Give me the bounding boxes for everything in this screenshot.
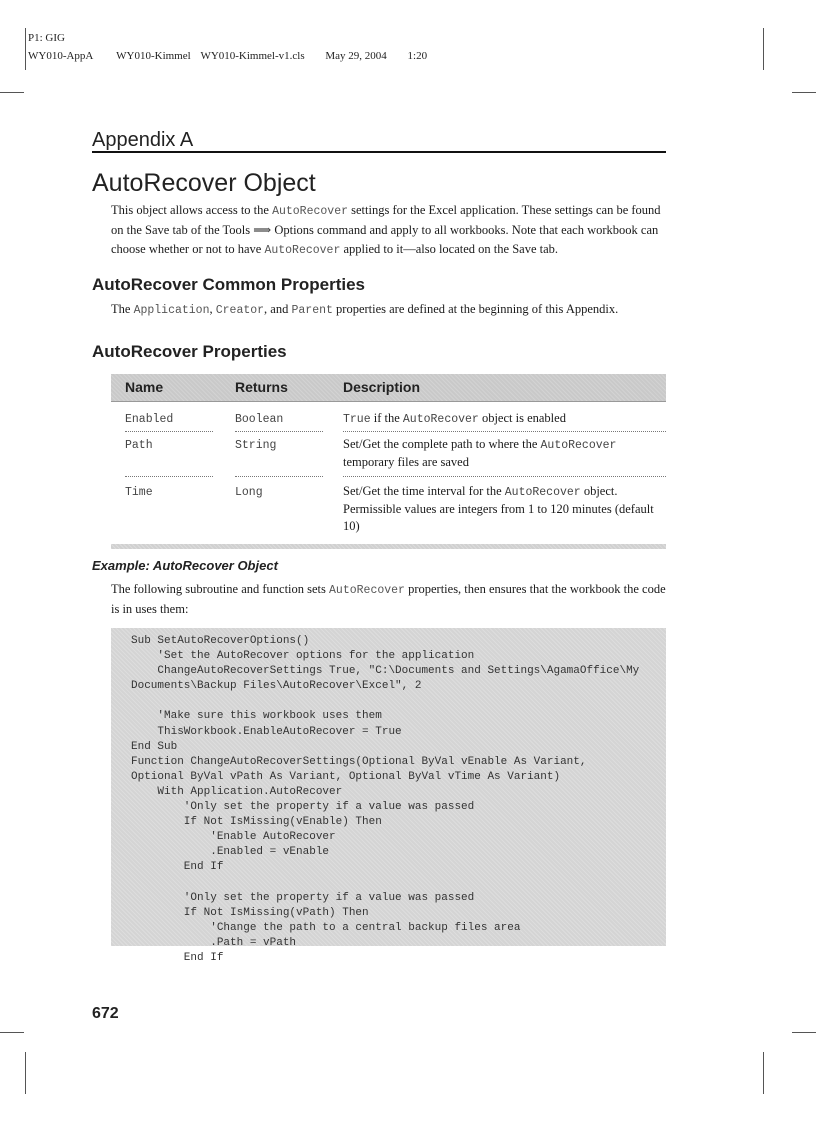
common-properties-heading: AutoRecover Common Properties xyxy=(92,275,365,294)
table-row xyxy=(111,473,666,541)
crop-mark-right-bottom xyxy=(792,1032,816,1033)
intro-paragraph xyxy=(111,201,671,260)
desc-text-end: object. Permissible values are integers from 1 to 120 minutes (default 10) xyxy=(343,484,654,533)
desc-code-autorecover: AutoRecover xyxy=(540,439,617,452)
table-bottom-rule xyxy=(111,544,666,549)
code-text: Sub SetAutoRecoverOptions() 'Set the AutoRecover options for the application ChangeAutoRecoverSettings True, "C:\Documents and Settings\AgamaOffice\My Documents\Backup Files\AutoRecover\Excel", 2 'Make sure this workbook uses them ThisWorkbook.EnableAutoRecover = True End Sub Function ChangeAutoRecoverSettings(Optional ByVal vEnable As Variant, Optional ByVal vPath As Variant, Optional ByVal vTime As Variant) With Application.AutoRecover 'Only set the property if a value was passed If Not IsMissing(vEnable) Then 'Enable AutoRecover .Enabled = vEnable End If 'Only set the property if a value was passed If Not IsMissing(vPath) Then 'Change the path to a central backup files area .Path = vPath End If xyxy=(131,635,640,964)
intro-code-autorecover-2: AutoRecover xyxy=(264,244,341,257)
common-text-2: properties are defined at the beginning of this Appendix. xyxy=(332,302,619,316)
property-returns: Long xyxy=(235,486,263,499)
crop-mark-right-top xyxy=(792,92,816,93)
header-class-file: WY010-Kimmel-v1.cls xyxy=(200,50,305,62)
table-row xyxy=(111,402,666,428)
intro-text-1: This object allows access to the xyxy=(111,203,273,217)
header-date: May 29, 2004 xyxy=(325,50,387,62)
crop-mark-bottom-left xyxy=(25,1052,26,1094)
desc-text-end: temporary files are saved xyxy=(343,455,469,469)
column-header-name: Name xyxy=(125,379,164,395)
code-creator: Creator xyxy=(215,304,265,317)
property-name: Time xyxy=(125,486,153,499)
desc-text: Set/Get the time interval for the xyxy=(343,484,505,498)
desc-text: Set/Get the complete path to where the xyxy=(343,437,541,451)
section-title: AutoRecover Object xyxy=(92,169,316,197)
desc-text-end: object is enabled xyxy=(478,411,566,425)
property-description xyxy=(343,483,663,535)
desc-code-autorecover: AutoRecover xyxy=(402,413,479,426)
crop-mark-left-top xyxy=(0,92,24,93)
property-returns: Boolean xyxy=(235,413,284,426)
appendix-title: Appendix A xyxy=(92,129,194,151)
example-heading: Example: AutoRecover Object xyxy=(92,558,278,573)
header-file-code: WY010-AppA xyxy=(28,50,94,62)
intro-text-3: Options command and apply to all workbooks. Note that each workbook can choose whether or not to have xyxy=(111,223,659,256)
column-header-returns: Returns xyxy=(235,379,288,395)
column-header-description: Description xyxy=(343,379,421,395)
appendix-rule xyxy=(92,151,666,153)
table-row xyxy=(111,428,666,473)
header-time: 1:20 xyxy=(407,50,428,62)
common-sep-2: , and xyxy=(264,302,292,316)
menu-arrow-icon: ⟹ xyxy=(253,223,272,237)
example-paragraph xyxy=(111,580,671,619)
crop-mark-top-left xyxy=(25,28,26,70)
table-header xyxy=(111,374,666,402)
common-properties-paragraph xyxy=(111,300,671,320)
print-header-line2 xyxy=(28,50,427,62)
print-header-line1: P1: GIG xyxy=(28,32,65,44)
property-name: Path xyxy=(125,439,153,452)
property-name: Enabled xyxy=(125,413,174,426)
intro-text-4: applied to it—also located on the Save tab. xyxy=(340,242,559,256)
intro-text-2: settings for the Excel application. These settings can be found on the Save tab of the Tools xyxy=(111,203,661,237)
page-number: 672 xyxy=(92,1005,119,1022)
properties-heading: AutoRecover Properties xyxy=(92,342,287,361)
properties-table xyxy=(111,374,666,541)
desc-code-autorecover: AutoRecover xyxy=(504,486,581,499)
property-returns: String xyxy=(235,439,277,452)
code-parent: Parent xyxy=(291,304,333,317)
property-description xyxy=(343,436,663,471)
desc-text: if the xyxy=(370,411,403,425)
common-sep-1: , xyxy=(209,302,216,316)
common-text-1: The xyxy=(111,302,134,316)
crop-mark-left-bottom xyxy=(0,1032,24,1033)
intro-code-autorecover: AutoRecover xyxy=(272,205,348,218)
example-text-2: properties, then ensures that the workbook the code is in uses them: xyxy=(111,582,666,616)
property-description xyxy=(343,410,663,428)
code-listing xyxy=(111,628,666,964)
code-application: Application xyxy=(133,304,210,317)
example-text-1: The following subroutine and function sets xyxy=(111,582,330,596)
example-code-autorecover: AutoRecover xyxy=(329,584,405,597)
crop-mark-bottom-right xyxy=(763,1052,764,1094)
header-author: WY010-Kimmel xyxy=(116,50,191,62)
crop-mark-top-right xyxy=(763,28,764,70)
desc-code: True xyxy=(343,413,371,426)
